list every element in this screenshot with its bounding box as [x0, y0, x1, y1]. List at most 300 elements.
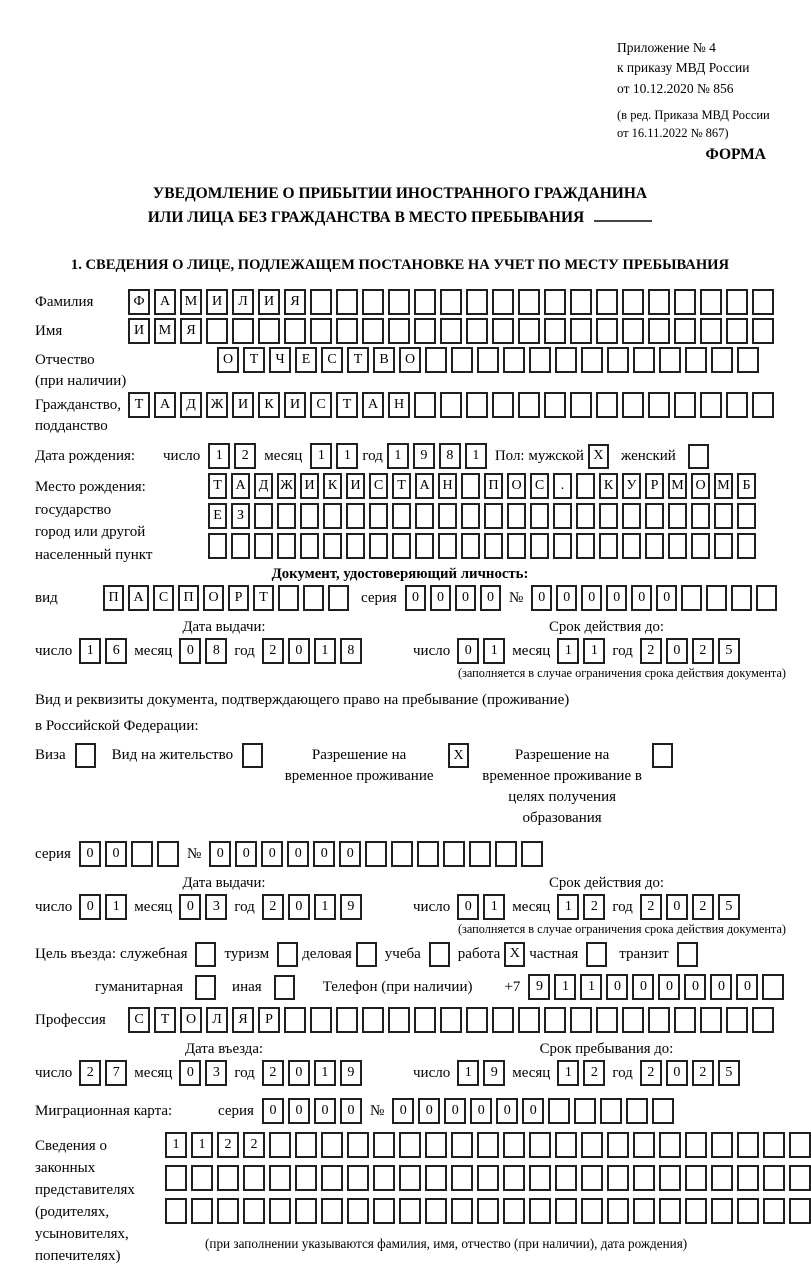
char-cell[interactable]: 1: [314, 1060, 336, 1086]
char-cell[interactable]: [300, 503, 319, 529]
char-cell[interactable]: Р: [258, 1007, 280, 1033]
char-cell[interactable]: [321, 1132, 343, 1158]
char-cell[interactable]: [373, 1165, 395, 1191]
char-cell[interactable]: [574, 1098, 596, 1124]
char-cell[interactable]: И: [284, 392, 306, 418]
char-cell[interactable]: [388, 289, 410, 315]
char-cell[interactable]: [365, 841, 387, 867]
char-cell[interactable]: 0: [457, 638, 479, 664]
char-cell[interactable]: [645, 533, 664, 559]
char-cell[interactable]: [415, 533, 434, 559]
char-cell[interactable]: [668, 533, 687, 559]
char-cell[interactable]: [440, 289, 462, 315]
char-cell[interactable]: 1: [557, 1060, 579, 1086]
char-cell[interactable]: [492, 318, 514, 344]
char-cell[interactable]: [461, 503, 480, 529]
char-cell[interactable]: [461, 473, 480, 499]
char-cell[interactable]: У: [622, 473, 641, 499]
char-cell[interactable]: 2: [692, 894, 714, 920]
char-cell[interactable]: [752, 392, 774, 418]
char-cell[interactable]: 3: [205, 894, 227, 920]
char-cell[interactable]: 0: [658, 974, 680, 1000]
char-cell[interactable]: [323, 533, 342, 559]
char-cell[interactable]: [600, 1098, 622, 1124]
char-cell[interactable]: [284, 1007, 306, 1033]
char-cell[interactable]: [440, 318, 462, 344]
char-cell[interactable]: [391, 841, 413, 867]
char-cell[interactable]: О: [203, 585, 224, 611]
char-cell[interactable]: [518, 318, 540, 344]
char-cell[interactable]: [622, 318, 644, 344]
char-cell[interactable]: [388, 1007, 410, 1033]
char-cell[interactable]: 7: [105, 1060, 127, 1086]
char-cell[interactable]: [700, 392, 722, 418]
char-cell[interactable]: 0: [105, 841, 127, 867]
char-cell[interactable]: Т: [347, 347, 369, 373]
char-cell[interactable]: Т: [128, 392, 150, 418]
char-cell[interactable]: [555, 1165, 577, 1191]
char-cell[interactable]: [477, 1198, 499, 1224]
char-cell[interactable]: [466, 289, 488, 315]
char-cell[interactable]: [752, 1007, 774, 1033]
char-cell[interactable]: 1: [465, 443, 487, 469]
char-cell[interactable]: [243, 1198, 265, 1224]
char-cell[interactable]: [277, 503, 296, 529]
char-cell[interactable]: [737, 1132, 759, 1158]
char-cell[interactable]: 0: [339, 841, 361, 867]
char-cell[interactable]: Л: [206, 1007, 228, 1033]
char-cell[interactable]: Е: [208, 503, 227, 529]
char-cell[interactable]: [576, 533, 595, 559]
char-cell[interactable]: [503, 1132, 525, 1158]
char-cell[interactable]: [726, 392, 748, 418]
char-cell[interactable]: З: [231, 503, 250, 529]
purpose-work-checkbox[interactable]: X: [504, 942, 525, 967]
char-cell[interactable]: [321, 1165, 343, 1191]
char-cell[interactable]: 0: [314, 1098, 336, 1124]
char-cell[interactable]: [157, 841, 179, 867]
char-cell[interactable]: Б: [737, 473, 756, 499]
char-cell[interactable]: 1: [336, 443, 358, 469]
char-cell[interactable]: [763, 1165, 785, 1191]
char-cell[interactable]: [466, 318, 488, 344]
char-cell[interactable]: Т: [208, 473, 227, 499]
char-cell[interactable]: 0: [235, 841, 257, 867]
char-cell[interactable]: [258, 318, 280, 344]
char-cell[interactable]: [321, 1198, 343, 1224]
char-cell[interactable]: [726, 1007, 748, 1033]
char-cell[interactable]: Т: [243, 347, 265, 373]
char-cell[interactable]: Ж: [277, 473, 296, 499]
char-cell[interactable]: 2: [217, 1132, 239, 1158]
char-cell[interactable]: [752, 289, 774, 315]
char-cell[interactable]: [518, 1007, 540, 1033]
char-cell[interactable]: С: [321, 347, 343, 373]
char-cell[interactable]: 1: [557, 894, 579, 920]
char-cell[interactable]: [336, 289, 358, 315]
char-cell[interactable]: [484, 503, 503, 529]
char-cell[interactable]: 0: [556, 585, 577, 611]
char-cell[interactable]: 0: [710, 974, 732, 1000]
char-cell[interactable]: [451, 1132, 473, 1158]
char-cell[interactable]: [633, 347, 655, 373]
char-cell[interactable]: 1: [314, 894, 336, 920]
char-cell[interactable]: [206, 318, 228, 344]
char-cell[interactable]: [492, 289, 514, 315]
char-cell[interactable]: 2: [262, 894, 284, 920]
char-cell[interactable]: [165, 1198, 187, 1224]
char-cell[interactable]: [570, 289, 592, 315]
char-cell[interactable]: 0: [606, 974, 628, 1000]
char-cell[interactable]: [711, 1198, 733, 1224]
char-cell[interactable]: 2: [640, 894, 662, 920]
char-cell[interactable]: 0: [632, 974, 654, 1000]
char-cell[interactable]: 0: [455, 585, 476, 611]
char-cell[interactable]: Н: [388, 392, 410, 418]
char-cell[interactable]: [581, 1132, 603, 1158]
char-cell[interactable]: [518, 392, 540, 418]
char-cell[interactable]: С: [153, 585, 174, 611]
char-cell[interactable]: Я: [232, 1007, 254, 1033]
char-cell[interactable]: 0: [288, 1060, 310, 1086]
char-cell[interactable]: Н: [438, 473, 457, 499]
char-cell[interactable]: 0: [392, 1098, 414, 1124]
char-cell[interactable]: [548, 1098, 570, 1124]
char-cell[interactable]: Д: [254, 473, 273, 499]
purpose-other-checkbox[interactable]: [274, 975, 295, 1000]
char-cell[interactable]: [414, 1007, 436, 1033]
char-cell[interactable]: А: [154, 289, 176, 315]
char-cell[interactable]: 2: [692, 1060, 714, 1086]
char-cell[interactable]: 1: [557, 638, 579, 664]
char-cell[interactable]: [726, 289, 748, 315]
char-cell[interactable]: [648, 318, 670, 344]
visa-checkbox[interactable]: [75, 743, 96, 768]
char-cell[interactable]: П: [103, 585, 124, 611]
char-cell[interactable]: А: [154, 392, 176, 418]
char-cell[interactable]: [399, 1165, 421, 1191]
char-cell[interactable]: [700, 1007, 722, 1033]
char-cell[interactable]: 1: [314, 638, 336, 664]
char-cell[interactable]: [461, 533, 480, 559]
char-cell[interactable]: [599, 533, 618, 559]
char-cell[interactable]: [581, 1165, 603, 1191]
char-cell[interactable]: 5: [718, 894, 740, 920]
char-cell[interactable]: [295, 1165, 317, 1191]
char-cell[interactable]: Р: [228, 585, 249, 611]
purpose-transit-checkbox[interactable]: [677, 942, 698, 967]
char-cell[interactable]: 1: [554, 974, 576, 1000]
char-cell[interactable]: [300, 533, 319, 559]
char-cell[interactable]: 0: [656, 585, 677, 611]
char-cell[interactable]: [469, 841, 491, 867]
char-cell[interactable]: [711, 1132, 733, 1158]
char-cell[interactable]: 8: [340, 638, 362, 664]
char-cell[interactable]: П: [178, 585, 199, 611]
char-cell[interactable]: [544, 318, 566, 344]
char-cell[interactable]: 2: [640, 1060, 662, 1086]
char-cell[interactable]: [685, 1132, 707, 1158]
char-cell[interactable]: 1: [583, 638, 605, 664]
char-cell[interactable]: [208, 533, 227, 559]
char-cell[interactable]: [529, 1198, 551, 1224]
char-cell[interactable]: 0: [522, 1098, 544, 1124]
char-cell[interactable]: [477, 1132, 499, 1158]
char-cell[interactable]: [518, 289, 540, 315]
char-cell[interactable]: [668, 503, 687, 529]
char-cell[interactable]: [254, 503, 273, 529]
char-cell[interactable]: [714, 503, 733, 529]
char-cell[interactable]: 1: [310, 443, 332, 469]
char-cell[interactable]: 0: [288, 894, 310, 920]
char-cell[interactable]: [191, 1165, 213, 1191]
char-cell[interactable]: 0: [666, 894, 688, 920]
char-cell[interactable]: К: [599, 473, 618, 499]
char-cell[interactable]: [674, 318, 696, 344]
char-cell[interactable]: [507, 533, 526, 559]
char-cell[interactable]: Ф: [128, 289, 150, 315]
char-cell[interactable]: [685, 1198, 707, 1224]
char-cell[interactable]: М: [180, 289, 202, 315]
char-cell[interactable]: 0: [444, 1098, 466, 1124]
char-cell[interactable]: Л: [232, 289, 254, 315]
char-cell[interactable]: [659, 1165, 681, 1191]
char-cell[interactable]: [576, 503, 595, 529]
char-cell[interactable]: [369, 533, 388, 559]
char-cell[interactable]: 9: [483, 1060, 505, 1086]
char-cell[interactable]: 0: [531, 585, 552, 611]
purpose-tourism-checkbox[interactable]: [277, 942, 298, 967]
char-cell[interactable]: [599, 503, 618, 529]
char-cell[interactable]: [607, 1198, 629, 1224]
char-cell[interactable]: А: [128, 585, 149, 611]
char-cell[interactable]: 2: [583, 1060, 605, 1086]
char-cell[interactable]: 2: [79, 1060, 101, 1086]
char-cell[interactable]: [685, 1165, 707, 1191]
temp-permit-education-checkbox[interactable]: [652, 743, 673, 768]
char-cell[interactable]: [347, 1198, 369, 1224]
char-cell[interactable]: 0: [313, 841, 335, 867]
char-cell[interactable]: [232, 318, 254, 344]
char-cell[interactable]: О: [691, 473, 710, 499]
char-cell[interactable]: 0: [606, 585, 627, 611]
char-cell[interactable]: Е: [295, 347, 317, 373]
char-cell[interactable]: [737, 503, 756, 529]
char-cell[interactable]: 1: [387, 443, 409, 469]
char-cell[interactable]: С: [530, 473, 549, 499]
char-cell[interactable]: [622, 289, 644, 315]
char-cell[interactable]: [425, 1165, 447, 1191]
char-cell[interactable]: [681, 585, 702, 611]
char-cell[interactable]: [284, 318, 306, 344]
char-cell[interactable]: В: [373, 347, 395, 373]
char-cell[interactable]: 2: [243, 1132, 265, 1158]
char-cell[interactable]: [789, 1132, 811, 1158]
char-cell[interactable]: [530, 533, 549, 559]
residence-permit-checkbox[interactable]: [242, 743, 263, 768]
char-cell[interactable]: [596, 318, 618, 344]
char-cell[interactable]: И: [258, 289, 280, 315]
char-cell[interactable]: 9: [528, 974, 550, 1000]
char-cell[interactable]: [691, 533, 710, 559]
char-cell[interactable]: [278, 585, 299, 611]
char-cell[interactable]: [596, 392, 618, 418]
char-cell[interactable]: [328, 585, 349, 611]
char-cell[interactable]: 0: [470, 1098, 492, 1124]
char-cell[interactable]: [438, 533, 457, 559]
char-cell[interactable]: С: [310, 392, 332, 418]
char-cell[interactable]: О: [217, 347, 239, 373]
char-cell[interactable]: [596, 289, 618, 315]
char-cell[interactable]: 2: [262, 1060, 284, 1086]
char-cell[interactable]: [737, 1198, 759, 1224]
char-cell[interactable]: 0: [631, 585, 652, 611]
char-cell[interactable]: М: [668, 473, 687, 499]
char-cell[interactable]: [346, 503, 365, 529]
purpose-private-checkbox[interactable]: [586, 942, 607, 967]
char-cell[interactable]: [581, 347, 603, 373]
char-cell[interactable]: [529, 1165, 551, 1191]
char-cell[interactable]: [555, 1132, 577, 1158]
char-cell[interactable]: 1: [105, 894, 127, 920]
char-cell[interactable]: [417, 841, 439, 867]
char-cell[interactable]: [622, 1007, 644, 1033]
char-cell[interactable]: 0: [79, 841, 101, 867]
char-cell[interactable]: .: [553, 473, 572, 499]
char-cell[interactable]: [570, 1007, 592, 1033]
char-cell[interactable]: [633, 1198, 655, 1224]
char-cell[interactable]: [451, 1165, 473, 1191]
char-cell[interactable]: 2: [640, 638, 662, 664]
char-cell[interactable]: [451, 347, 473, 373]
char-cell[interactable]: Т: [154, 1007, 176, 1033]
char-cell[interactable]: [553, 533, 572, 559]
char-cell[interactable]: 0: [418, 1098, 440, 1124]
char-cell[interactable]: [737, 347, 759, 373]
char-cell[interactable]: [737, 1165, 759, 1191]
char-cell[interactable]: [648, 289, 670, 315]
char-cell[interactable]: [503, 1198, 525, 1224]
char-cell[interactable]: [763, 1198, 785, 1224]
char-cell[interactable]: [714, 533, 733, 559]
char-cell[interactable]: [165, 1165, 187, 1191]
char-cell[interactable]: [691, 503, 710, 529]
char-cell[interactable]: [466, 1007, 488, 1033]
char-cell[interactable]: [544, 1007, 566, 1033]
char-cell[interactable]: 5: [718, 638, 740, 664]
char-cell[interactable]: [269, 1198, 291, 1224]
char-cell[interactable]: [336, 1007, 358, 1033]
char-cell[interactable]: 1: [457, 1060, 479, 1086]
char-cell[interactable]: С: [128, 1007, 150, 1033]
char-cell[interactable]: 0: [79, 894, 101, 920]
char-cell[interactable]: [626, 1098, 648, 1124]
char-cell[interactable]: А: [362, 392, 384, 418]
char-cell[interactable]: [674, 289, 696, 315]
char-cell[interactable]: 1: [191, 1132, 213, 1158]
char-cell[interactable]: [399, 1132, 421, 1158]
char-cell[interactable]: [425, 347, 447, 373]
char-cell[interactable]: [414, 392, 436, 418]
char-cell[interactable]: 9: [340, 894, 362, 920]
char-cell[interactable]: 9: [413, 443, 435, 469]
char-cell[interactable]: 0: [684, 974, 706, 1000]
char-cell[interactable]: 0: [261, 841, 283, 867]
char-cell[interactable]: [492, 392, 514, 418]
char-cell[interactable]: 0: [340, 1098, 362, 1124]
char-cell[interactable]: [323, 503, 342, 529]
char-cell[interactable]: [415, 503, 434, 529]
char-cell[interactable]: [347, 1132, 369, 1158]
char-cell[interactable]: [685, 347, 707, 373]
char-cell[interactable]: 3: [205, 1060, 227, 1086]
char-cell[interactable]: Ч: [269, 347, 291, 373]
char-cell[interactable]: [269, 1132, 291, 1158]
char-cell[interactable]: [648, 392, 670, 418]
char-cell[interactable]: И: [232, 392, 254, 418]
char-cell[interactable]: [277, 533, 296, 559]
char-cell[interactable]: [762, 974, 784, 1000]
char-cell[interactable]: О: [399, 347, 421, 373]
char-cell[interactable]: 9: [340, 1060, 362, 1086]
char-cell[interactable]: [622, 392, 644, 418]
char-cell[interactable]: 2: [583, 894, 605, 920]
char-cell[interactable]: А: [415, 473, 434, 499]
char-cell[interactable]: 0: [430, 585, 451, 611]
char-cell[interactable]: [269, 1165, 291, 1191]
char-cell[interactable]: [362, 1007, 384, 1033]
char-cell[interactable]: К: [258, 392, 280, 418]
purpose-humanitarian-checkbox[interactable]: [195, 975, 216, 1000]
char-cell[interactable]: Т: [336, 392, 358, 418]
char-cell[interactable]: С: [369, 473, 388, 499]
char-cell[interactable]: 2: [692, 638, 714, 664]
char-cell[interactable]: [659, 1132, 681, 1158]
char-cell[interactable]: 1: [79, 638, 101, 664]
char-cell[interactable]: [243, 1165, 265, 1191]
char-cell[interactable]: [581, 1198, 603, 1224]
char-cell[interactable]: Я: [284, 289, 306, 315]
char-cell[interactable]: [555, 1198, 577, 1224]
char-cell[interactable]: 6: [105, 638, 127, 664]
char-cell[interactable]: [607, 1165, 629, 1191]
purpose-delovaya-checkbox[interactable]: [356, 942, 377, 967]
char-cell[interactable]: [191, 1198, 213, 1224]
char-cell[interactable]: 0: [209, 841, 231, 867]
char-cell[interactable]: 2: [262, 638, 284, 664]
char-cell[interactable]: [763, 1132, 785, 1158]
char-cell[interactable]: [392, 503, 411, 529]
char-cell[interactable]: Я: [180, 318, 202, 344]
char-cell[interactable]: 2: [234, 443, 256, 469]
char-cell[interactable]: И: [128, 318, 150, 344]
char-cell[interactable]: [576, 473, 595, 499]
char-cell[interactable]: [484, 533, 503, 559]
char-cell[interactable]: [217, 1198, 239, 1224]
char-cell[interactable]: [440, 1007, 462, 1033]
char-cell[interactable]: И: [206, 289, 228, 315]
char-cell[interactable]: [373, 1198, 395, 1224]
char-cell[interactable]: [347, 1165, 369, 1191]
char-cell[interactable]: [700, 318, 722, 344]
char-cell[interactable]: [737, 533, 756, 559]
char-cell[interactable]: [392, 533, 411, 559]
char-cell[interactable]: О: [180, 1007, 202, 1033]
char-cell[interactable]: 0: [288, 1098, 310, 1124]
char-cell[interactable]: [726, 318, 748, 344]
gender-male-checkbox[interactable]: X: [588, 444, 609, 469]
char-cell[interactable]: И: [346, 473, 365, 499]
